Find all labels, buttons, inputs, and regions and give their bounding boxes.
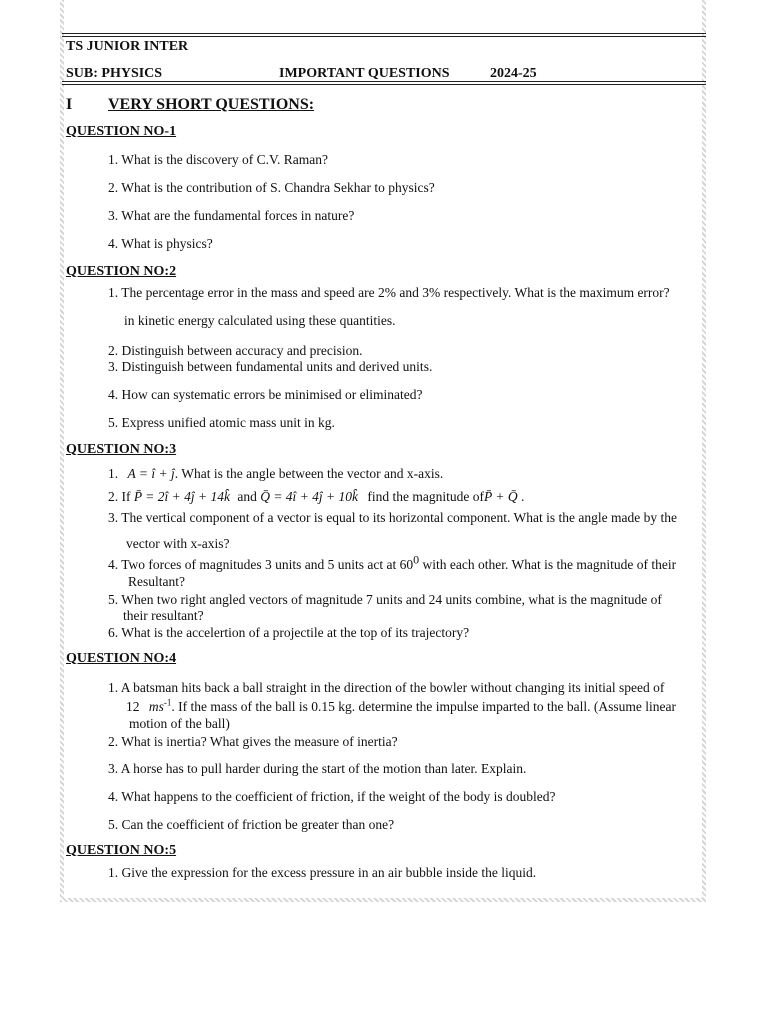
year-label: 2024-25 [490,66,537,81]
item-text: . [521,489,525,504]
item-text: . What is the angle between the vector and x-axis. [174,466,444,481]
list-item-continuation: vector with x-axis? [126,536,230,551]
item-text: 4. Two forces of magnitudes 3 units and 5 units act at 60 [108,557,414,572]
header-bottom-rule [62,81,706,85]
speed-value: 12 [126,699,140,714]
list-item: 3. Distinguish between fundamental units and derived units. [108,359,433,374]
section-title: VERY SHORT QUESTIONS: [108,96,315,113]
item-number: 2. If [108,489,131,504]
list-item: 2. What is the contribution of S. Chandra Sekhar to physics? [108,180,435,195]
list-item: 5. Can the coefficient of friction be greater than one? [108,817,395,832]
question-1-heading: QUESTION NO-1 [66,124,177,139]
degree-superscript: 0 [413,552,420,567]
list-item: 1. The percentage error in the mass and speed are 2% and 3% respectively. What is the maximum error? [108,285,670,300]
doc-type-label: IMPORTANT QUESTIONS [279,66,450,81]
header-top-rule [62,33,706,37]
question-3-heading: QUESTION NO:3 [66,442,177,457]
unit-exponent: -1 [163,697,172,708]
list-item: 1. Give the expression for the excess pressure in an air bubble inside the liquid. [108,865,537,880]
list-item: 2. Distinguish between accuracy and precision. [108,343,363,358]
list-item [108,466,443,482]
item-text: and [237,489,257,504]
question-4-heading: QUESTION NO:4 [66,651,177,666]
list-item: 3. What are the fundamental forces in nature? [108,208,355,223]
list-item-continuation: their resultant? [123,608,204,623]
list-item [108,489,524,505]
list-item: 4. How can systematic errors be minimised or eliminated? [108,387,423,402]
list-item: 2. What is inertia? What gives the measure of inertia? [108,734,398,749]
item-text: find the magnitude of [367,489,485,504]
vector-expression-p: P̄ = 2î + 4ĵ + 14k̂ [133,489,230,504]
vector-expression-q: Q̄ = 4î + 4ĵ + 10k̂ [260,489,359,504]
item-text: . If the mass of the ball is 0.15 kg. determine the impulse imparted to the ball. (Assume linear [171,699,677,714]
list-item: 3. A horse has to pull harder during the start of the motion than later. Explain. [108,761,527,776]
vector-expression: A = î + ĵ [127,466,175,481]
list-item: 1. A batsman hits back a ball straight in the direction of the bowler without changing its initial speed of [108,680,665,695]
list-item-continuation [126,699,676,715]
list-item: 6. What is the accelertion of a projectile at the top of its trajectory? [108,625,470,640]
list-item-continuation: in kinetic energy calculated using these quantities. [124,313,396,328]
list-item: 4. What happens to the coefficient of friction, if the weight of the body is doubled? [108,789,556,804]
question-5-heading: QUESTION NO:5 [66,843,177,858]
list-item: 5. Express unified atomic mass unit in kg. [108,415,335,430]
list-item-continuation: Resultant? [128,574,185,589]
list-item: 4. What is physics? [108,236,213,251]
section-numeral: I [66,96,73,113]
vector-expression-sum: P̄ + Q̄ [484,489,518,504]
item-text: with each other. What is the magnitude of their [419,557,677,572]
list-item: 1. What is the discovery of C.V. Raman? [108,152,328,167]
question-2-heading: QUESTION NO:2 [66,264,177,279]
list-item: 3. The vertical component of a vector is equal to its horizontal component. What is the angle made by the [108,510,677,525]
list-item-continuation: motion of the ball) [129,716,230,731]
list-item: 5. When two right angled vectors of magnitude 7 units and 24 units combine, what is the magnitude of [108,592,662,607]
subject-label: SUB: PHYSICS [66,66,163,81]
board-label: TS JUNIOR INTER [66,39,189,54]
speed-unit: ms [148,699,164,714]
list-item [108,552,677,573]
item-number: 1. [108,466,119,481]
